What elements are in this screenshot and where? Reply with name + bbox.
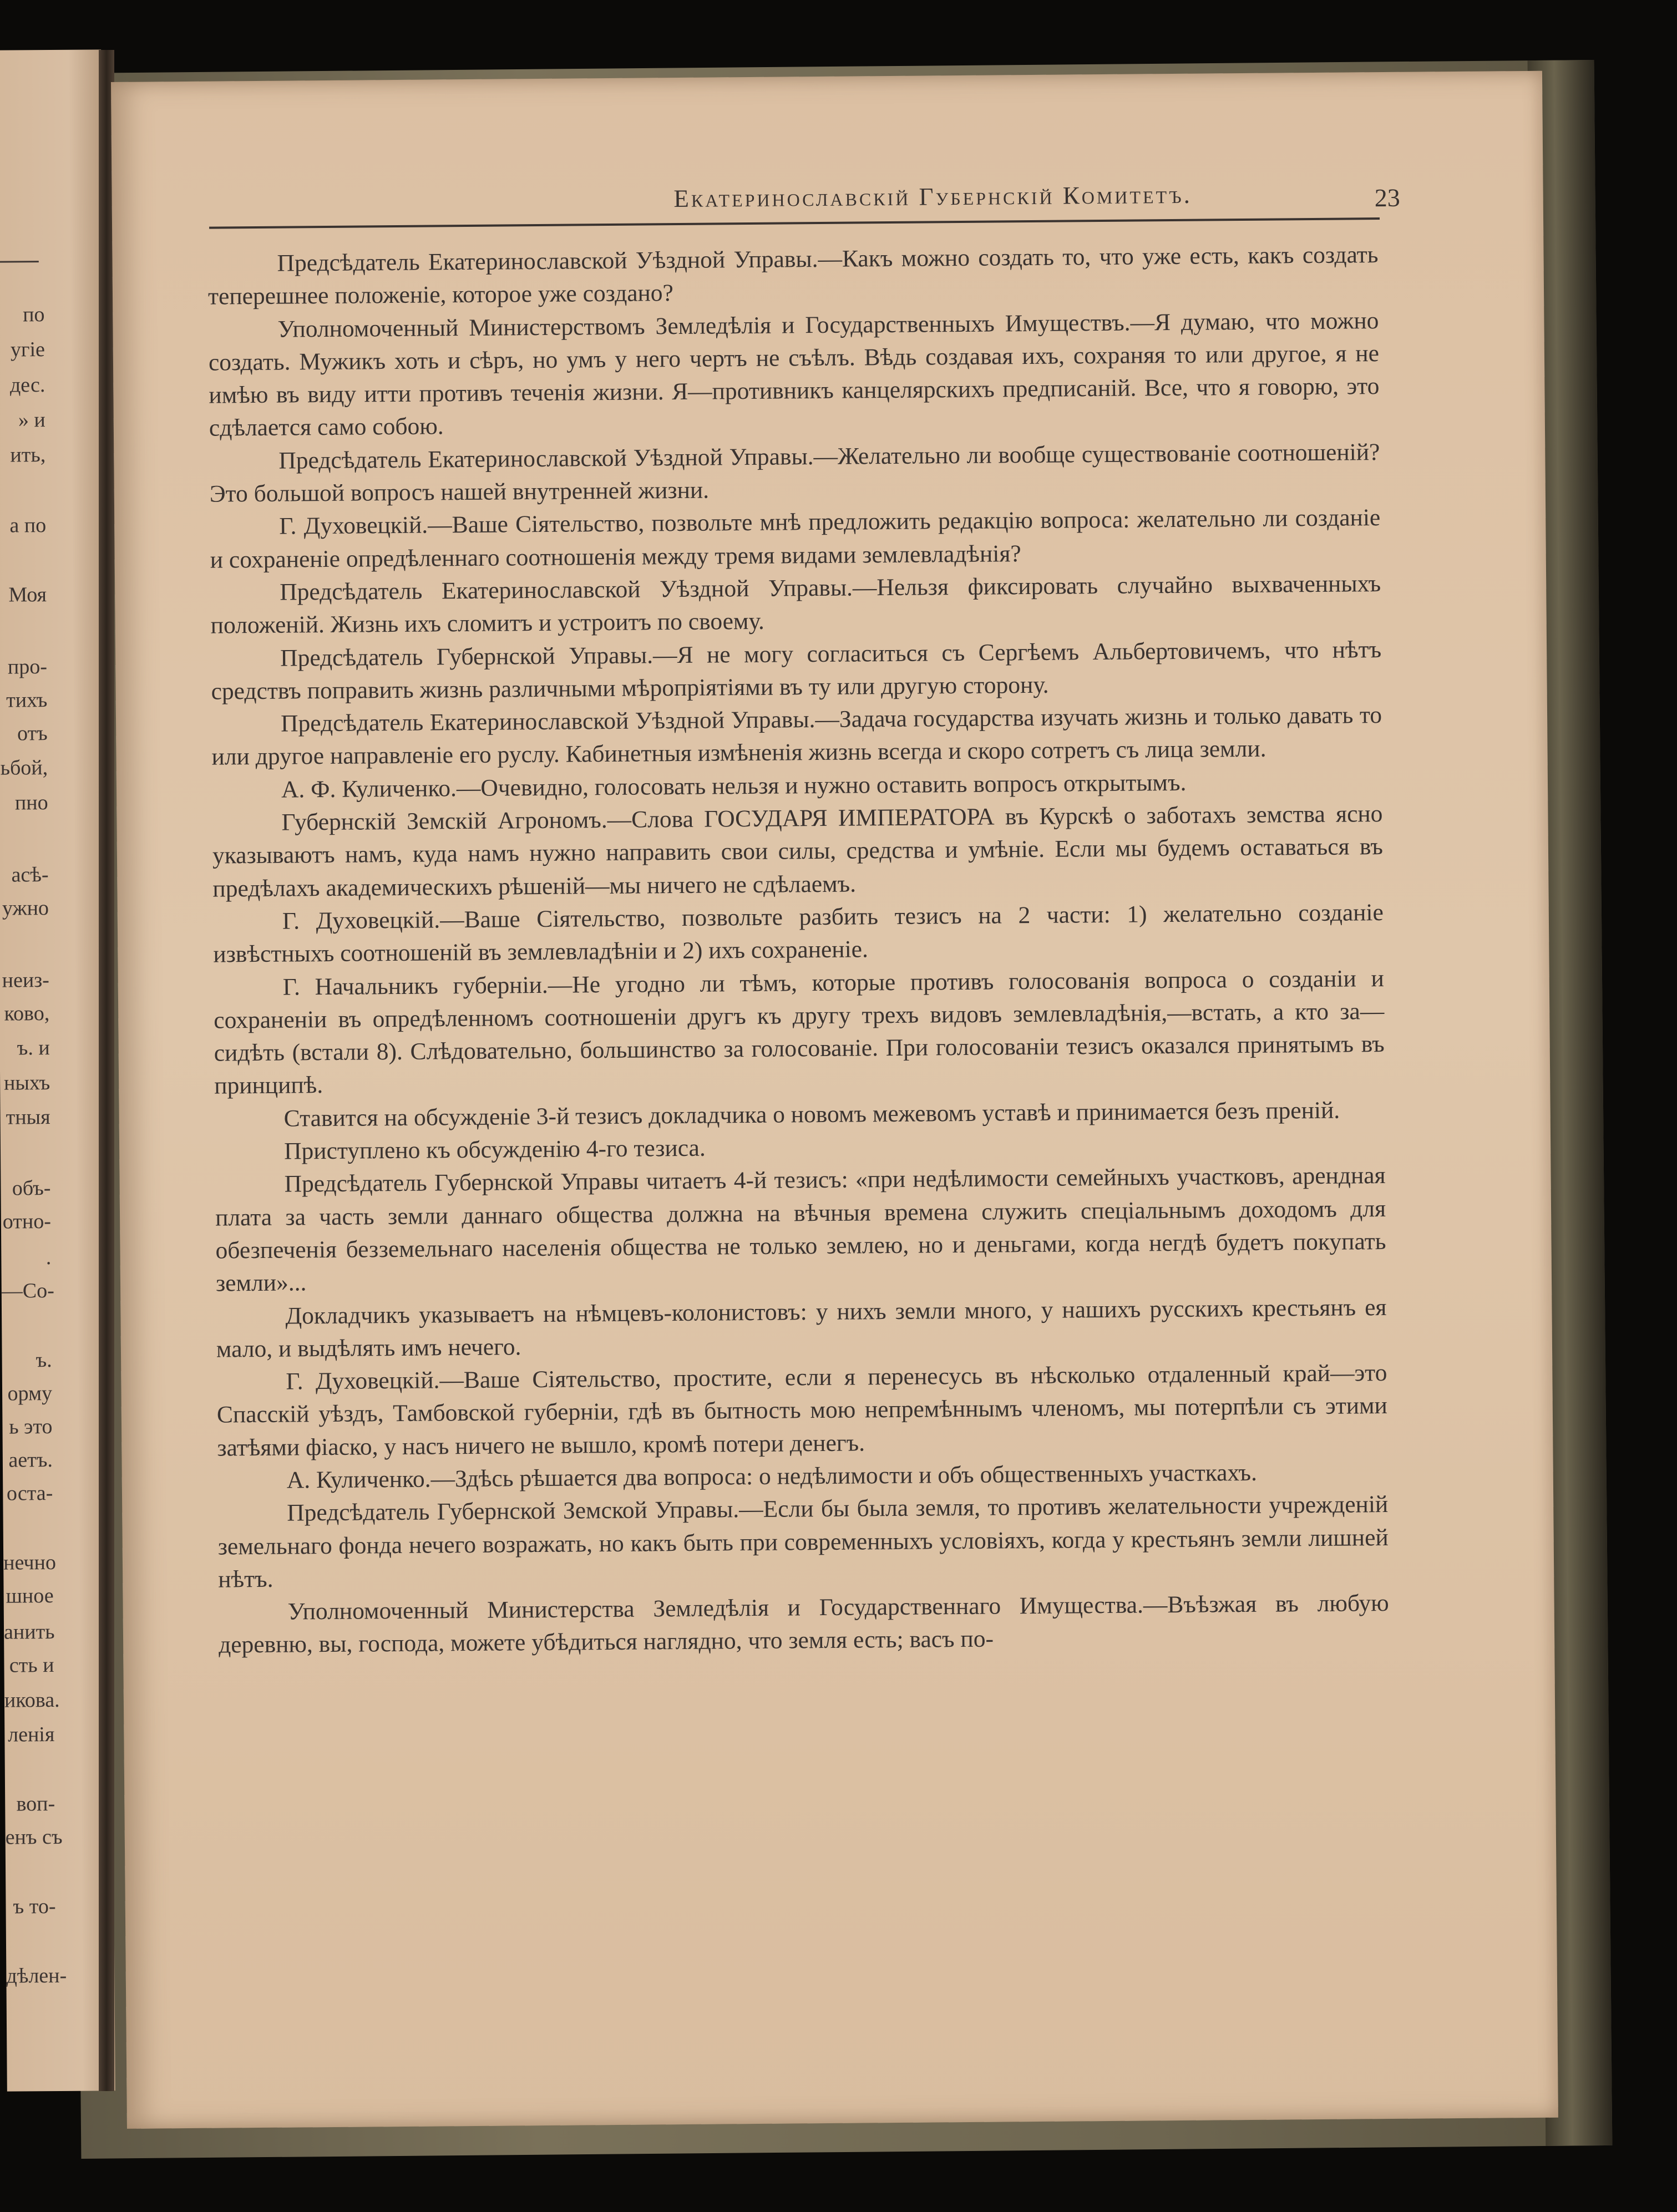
left-page-fragment: дѣлен- xyxy=(6,1964,67,1988)
left-page-fragment: угіе xyxy=(10,338,45,362)
left-page-fragment: аетъ. xyxy=(8,1448,53,1472)
left-page-fragment: ленія xyxy=(8,1723,55,1747)
left-page-fragment: —Со- xyxy=(1,1279,54,1303)
paragraph: Уполномоченный Министерствомъ Земледѣлія и Государственныхъ Имуществъ.—Я думаю, что можно создать. Мужикъ хоть и сѣръ, но умъ у него чертъ не съѣлъ. Вѣдь создавая ихъ, сохраняя то или другое, я не имѣю въ виду итти противъ теченія жизни. Я—противникъ канцелярскихъ предписаній. Все, что я говорю, это сдѣлается само собою. xyxy=(208,307,1380,442)
left-page-fragment: сть и xyxy=(9,1653,54,1677)
left-page-fragment: оста- xyxy=(6,1482,53,1505)
paragraph: Предсѣдатель Екатеринославской Уѣздной Управы.—Нельзя фиксировать случайно выхваченныхъ положеній. Жизнь ихъ сломитъ и устроитъ по своему. xyxy=(210,570,1381,639)
left-page-header-rule xyxy=(0,261,39,263)
header-rule xyxy=(209,217,1380,229)
paragraph: Ставится на обсужденіе 3-й тезисъ докладчика о новомъ межевомъ уставѣ и принимается безъ преній. xyxy=(283,1097,1340,1132)
paragraph: Предсѣдатель Екатеринославской Уѣздной Управы.—Какъ можно создать то, что уже есть, какъ создать теперешнее положеніе, которое уже создано? xyxy=(207,241,1379,310)
paragraph: Г. Духовецкій.—Ваше Сіятельство, простите, если я перенесусь въ нѣсколько отдаленный край—это Спасскій уѣздъ, Тамбовской губерніи, гдѣ въ бытность мою непремѣннымъ членомъ, мы потерпѣли съ этими затѣями фіаско, у насъ ничего не вышло, кромѣ потери денегъ. xyxy=(216,1359,1388,1462)
paragraph: Г. Духовецкій.—Ваше Сіятельство, позвольте разбить тезисъ на 2 части: 1) желательно созданіе извѣстныхъ соотношеній въ землевладѣніи и 2) ихъ сохраненіе. xyxy=(213,899,1384,968)
left-page-fragment: анить xyxy=(3,1620,55,1644)
left-page-edge xyxy=(0,49,115,2091)
left-page-fragment: тихъ xyxy=(6,688,48,712)
left-page-fragment: ь это xyxy=(9,1415,53,1439)
left-page-fragment: ить, xyxy=(10,443,46,467)
left-page-fragment: пно xyxy=(14,791,48,815)
paragraph: Предсѣдатель Екатеринославской Уѣздной Управы.—Задача государства изучать жизнь и только давать то или другое направленіе его руслу. Кабинетныя измѣненія жизнь всегда и скоро сотретъ съ лица земли. xyxy=(211,702,1382,771)
left-page-fragment: » и xyxy=(18,408,45,432)
left-page-fragment: дес. xyxy=(9,373,45,397)
page-body xyxy=(207,239,1389,1662)
book-gutter xyxy=(99,50,114,2091)
paragraph: Предсѣдатель Губернской Управы читаетъ 4-й тезисъ: «при недѣлимости семейныхъ участковъ, арендная плата за часть земли даннаго общества должна на вѣчныя времена служить спеціальнымъ доходомъ для обезпеченія безземельнаго населенія общества не только землею, но и деньгами, когда негдѣ будетъ покупать земли»... xyxy=(215,1162,1386,1297)
left-page-fragment: отно- xyxy=(2,1210,52,1234)
left-page-fragment: ьбой, xyxy=(0,756,48,780)
left-page-fragment: а по xyxy=(9,514,47,537)
left-page-fragment: объ- xyxy=(12,1176,51,1200)
left-page-fragment: . xyxy=(45,1246,52,1270)
left-page-fragment: ъ то- xyxy=(13,1895,56,1919)
left-page-fragment: тныя xyxy=(6,1105,50,1129)
paragraph: Предсѣдатель Екатеринославской Уѣздной Управы.—Желательно ли вообще существованіе соотношеній? Это большой вопросъ нашей внутренней жизни. xyxy=(209,438,1380,508)
left-page-fragment: енъ съ xyxy=(5,1825,63,1849)
left-page-fragment: неиз- xyxy=(2,968,50,992)
left-page-fragment: ужно xyxy=(2,896,49,920)
page-number: 23 xyxy=(1374,183,1400,212)
left-page-fragment: нечно xyxy=(3,1550,57,1575)
left-page-fragment: икова. xyxy=(4,1688,60,1712)
running-header-title: Екатеринославскій Губернскій Комитетъ. xyxy=(673,180,1193,213)
left-page-fragment: ково, xyxy=(4,1002,50,1026)
left-page-fragment: по xyxy=(22,303,45,327)
left-page-fragment: ъ. xyxy=(36,1348,52,1372)
left-page-fragment: орму xyxy=(7,1382,53,1406)
left-page-fragment: асѣ- xyxy=(11,863,49,887)
left-page-fragment: воп- xyxy=(16,1792,55,1816)
paragraph: Предсѣдатель Губернской Земской Управы.—Если бы была земля, то противъ желательности учрежденій земельнаго фонда нечего возражать, но какъ быть при современныхъ условіяхъ, когда у крестьянъ земли лишней нѣтъ. xyxy=(217,1491,1389,1593)
paragraph: Приступлено къ обсужденію 4-го тезиса. xyxy=(283,1134,706,1165)
left-page-fragment: Моя xyxy=(8,583,47,607)
paragraph: Г. Начальникъ губерніи.—Не угодно ли тѣмъ, которые противъ голосованія вопроса о созданіи и сохраненіи въ опредѣленномъ соотношеніи другъ къ другу трехъ видовъ землевладѣнія,—встать, а кто за—сидѣть (встали 8). Слѣдовательно, большинство за голосованіе. При голосованіи тезисъ оказался принятымъ въ принципѣ. xyxy=(214,965,1385,1100)
left-page-fragment: ныхъ xyxy=(3,1071,50,1095)
paragraph: А. Ф. Куличенко.—Очевидно, голосовать нельзя и нужно оставить вопросъ открытымъ. xyxy=(281,769,1187,803)
paragraph: Г. Духовецкій.—Ваше Сіятельство, позвольте мнѣ предложить редакцію вопроса: желательно ли созданіе и сохраненіе опредѣленнаго соотношенія между тремя видами землевладѣнія? xyxy=(210,504,1381,574)
paragraph: Губернскій Земскій Агрономъ.—Слова ГОСУДАРЯ ИМПЕРАТОРА въ Курскѣ о заботахъ земства ясно указываютъ намъ, куда намъ нужно направить свои силы, средства и умѣніе. Если мы будемъ оставаться въ предѣлахъ академическихъ рѣшеній—мы ничего не сдѣлаемъ. xyxy=(212,800,1384,902)
left-page-fragment: шное xyxy=(6,1584,54,1608)
paragraph: Докладчикъ указываетъ на нѣмцевъ-колонистовъ: у нихъ земли много, у нашихъ русскихъ крестьянъ ея мало, и выдѣлять имъ нечего. xyxy=(216,1293,1387,1363)
paragraph: А. Куличенко.—Здѣсь рѣшается два вопроса: о недѣлимости и объ общественныхъ участкахъ. xyxy=(286,1459,1258,1494)
right-page xyxy=(111,71,1558,2129)
left-page-fragment: отъ xyxy=(17,722,48,745)
left-page-fragment: про- xyxy=(7,655,48,679)
paragraph: Предсѣдатель Губернской Управы.—Я не могу согласиться съ Сергѣемъ Альбертовичемъ, что нѣтъ средствъ поправить жизнь различными мѣропріятіями въ ту или другую сторону. xyxy=(211,636,1382,705)
left-page-fragment: ъ. и xyxy=(17,1036,50,1060)
paragraph: Уполномоченный Министерства Земледѣлія и Государственнаго Имущества.—Въѣзжая въ любую деревню, вы, господа, можете убѣдиться наглядно, что земля есть; васъ по- xyxy=(218,1590,1389,1659)
